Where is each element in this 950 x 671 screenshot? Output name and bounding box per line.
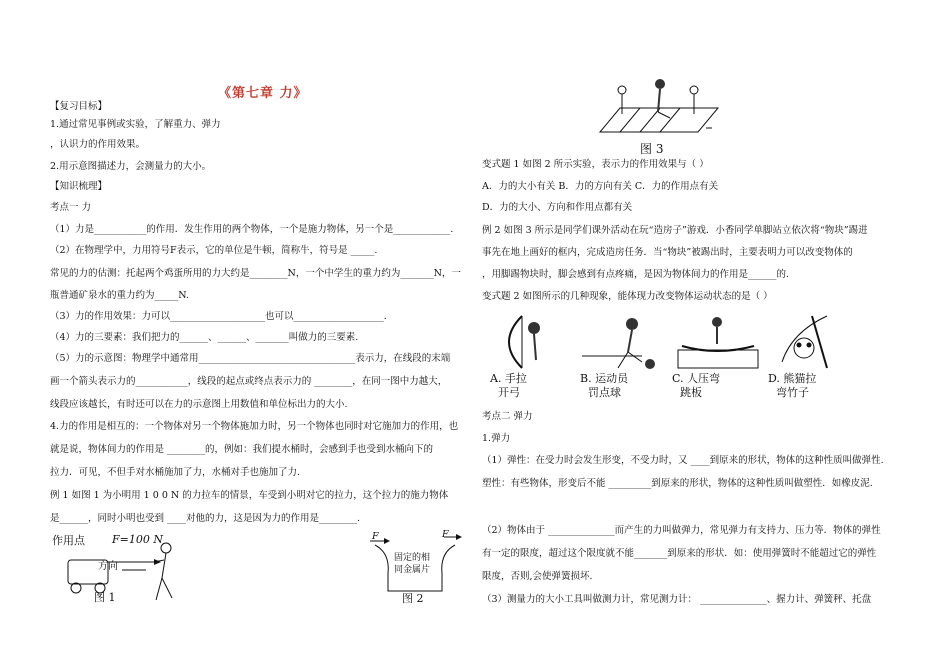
text-line: 4.力的作用是相互的：一个物体对另一个物体施加力时，另一个物体也同时对它施加力的作用，也 — [50, 421, 459, 432]
fig1-caption: 图 1 — [94, 591, 116, 604]
text-line: 线段应该越长，有时还可以在力的示意图上用数值和单位标出力的大小. — [50, 399, 348, 410]
text-line: 限度，否则,会使弹簧损坏. — [482, 571, 593, 582]
topic-heading: 考点二 弹力 — [482, 411, 533, 422]
option-drawings — [482, 312, 922, 372]
text-line: （3）测量力的大小工具叫做测力计，常见测力计： ______________、握力计、弹簧秤、托盘 — [482, 594, 872, 605]
text-line: 事先在地上画好的框内，完成造房任务．当“物块”被踢出时，主要表明力可以改变物体的 — [482, 247, 853, 258]
option-d-line2: 弯竹子 — [776, 386, 809, 399]
text-line: D．力的大小、方向和作用点都有关 — [482, 202, 633, 213]
section-heading-knowledge: 【知识梳理】 — [50, 181, 108, 192]
option-b-line1: B. 运动员 — [580, 372, 629, 385]
text-line: （5）力的示意图：物理学中通常用_________________________________表示力，在线段的末端 — [50, 353, 451, 364]
text-line: 2.用示意图描述力，会测量力的大小。 — [50, 161, 212, 172]
text-line: 有一定的限度，超过这个限度就不能_______到原来的形状．如：使用弹簧时不能超过它的弹性 — [482, 548, 877, 559]
text-line: 例 1 如图 1 为小明用 1 0 0 N 的力拉车的情景，车受到小明对它的拉力，这个拉力的施力物体 — [50, 490, 449, 501]
text-line: ，认识力的作用效果。 — [50, 139, 146, 150]
fig2-label-f-left: F — [372, 531, 379, 542]
page-title: 《第七章 力》 — [218, 86, 308, 101]
text-line: 1.弹力 — [482, 433, 511, 444]
text-line: ，用脚踢物块时，脚会感到有点疼痛，是因为物体间力的作用是______的. — [482, 269, 790, 280]
fig2-caption: 图 2 — [402, 592, 424, 605]
text-line: 是______，同时小明也受到 ____对他的力，这是因为力的作用是________. — [50, 513, 361, 524]
text-line: 例 2 如图 3 所示是同学们课外活动在玩“造房子”游戏．小香同学单脚站立依次将“物块”踢进 — [482, 225, 868, 236]
fig1-drawing — [62, 540, 192, 610]
text-line: 塑性：有些物体，形变后不能 _________到原来的形状，物体的这种性质叫做塑性．如橡皮泥. — [482, 478, 873, 489]
text-line: A．力的大小有关 B．力的方向有关 C．力的作用点有关 — [482, 181, 719, 192]
fig2-plate-label: 固定的相同金属片 — [394, 553, 431, 575]
text-line: （2）在物理学中，力用符号F表示，它的单位是牛顿，简称牛，符号是 _____. — [50, 245, 378, 256]
section-heading-review: 【复习目标】 — [50, 101, 108, 112]
fig1-label-direction: 方向 — [98, 561, 118, 572]
fig1-label-point: 作用点 — [52, 534, 85, 547]
text-line: 画一个箭头表示力的___________，线段的起点或终点表示力的 ________，在同一图中力越大， — [50, 376, 448, 387]
option-d-line1: D. 熊猫拉 — [768, 372, 817, 385]
text-line: 就是说，物体间力的作用是 ________的，例如：我们提水桶时，会感到手也受到水桶向下的 — [50, 444, 434, 455]
option-a-line1: A. 手拉 — [490, 372, 527, 385]
text-line: 变式题 1 如图 2 所示实验，表示力的作用效果与（ ） — [482, 159, 709, 170]
text-line: 变式题 2 如图所示的几种现象，能体现力改变物体运动状态的是（ ） — [482, 291, 773, 302]
option-c-line1: C. 人压弯 — [672, 372, 721, 385]
fig2-label-f-right: F — [442, 529, 449, 540]
option-a-line2: 开弓 — [498, 386, 520, 399]
option-c-line2: 跳板 — [680, 386, 702, 399]
text-line: （4）力的三要素：我们把力的______、______、_______叫做力的三要素. — [50, 332, 359, 343]
text-line: （3）力的作用效果：力可以____________________也可以___________________． — [50, 311, 394, 322]
text-line: 瓶普通矿泉水的重力约为_____N. — [50, 290, 189, 301]
text-line: 常见的力的估测：托起两个鸡蛋所用的力大约是________N，一个中学生的重力约为_______N，一 — [50, 268, 461, 279]
text-line: 1.通过常见事例或实验，了解重力、弹力 — [50, 119, 221, 130]
fig1-label-force: F=100 N — [112, 533, 163, 546]
text-line: （1）力是___________的作用．发生作用的两个物体，一个是施力物体，另一个是____________. — [50, 224, 454, 235]
text-line: 拉力．可见，不但手对水桶施加了力，水桶对手也施加了力. — [50, 467, 301, 478]
topic-heading: 考点一 力 — [50, 202, 92, 213]
option-b-line2: 罚点球 — [588, 386, 621, 399]
text-line: （2）物体由于 ______________而产生的力叫做弹力，常见弹力有支持力、压力等．物体的弹性 — [482, 525, 881, 536]
fig3-caption: 图 3 — [640, 142, 664, 156]
fig3-drawing — [600, 82, 720, 142]
text-line: （1）弹性：在受力时会发生形变，不受力时，又 ____到原来的形状，物体的这种性质叫做弹性. — [482, 455, 884, 466]
